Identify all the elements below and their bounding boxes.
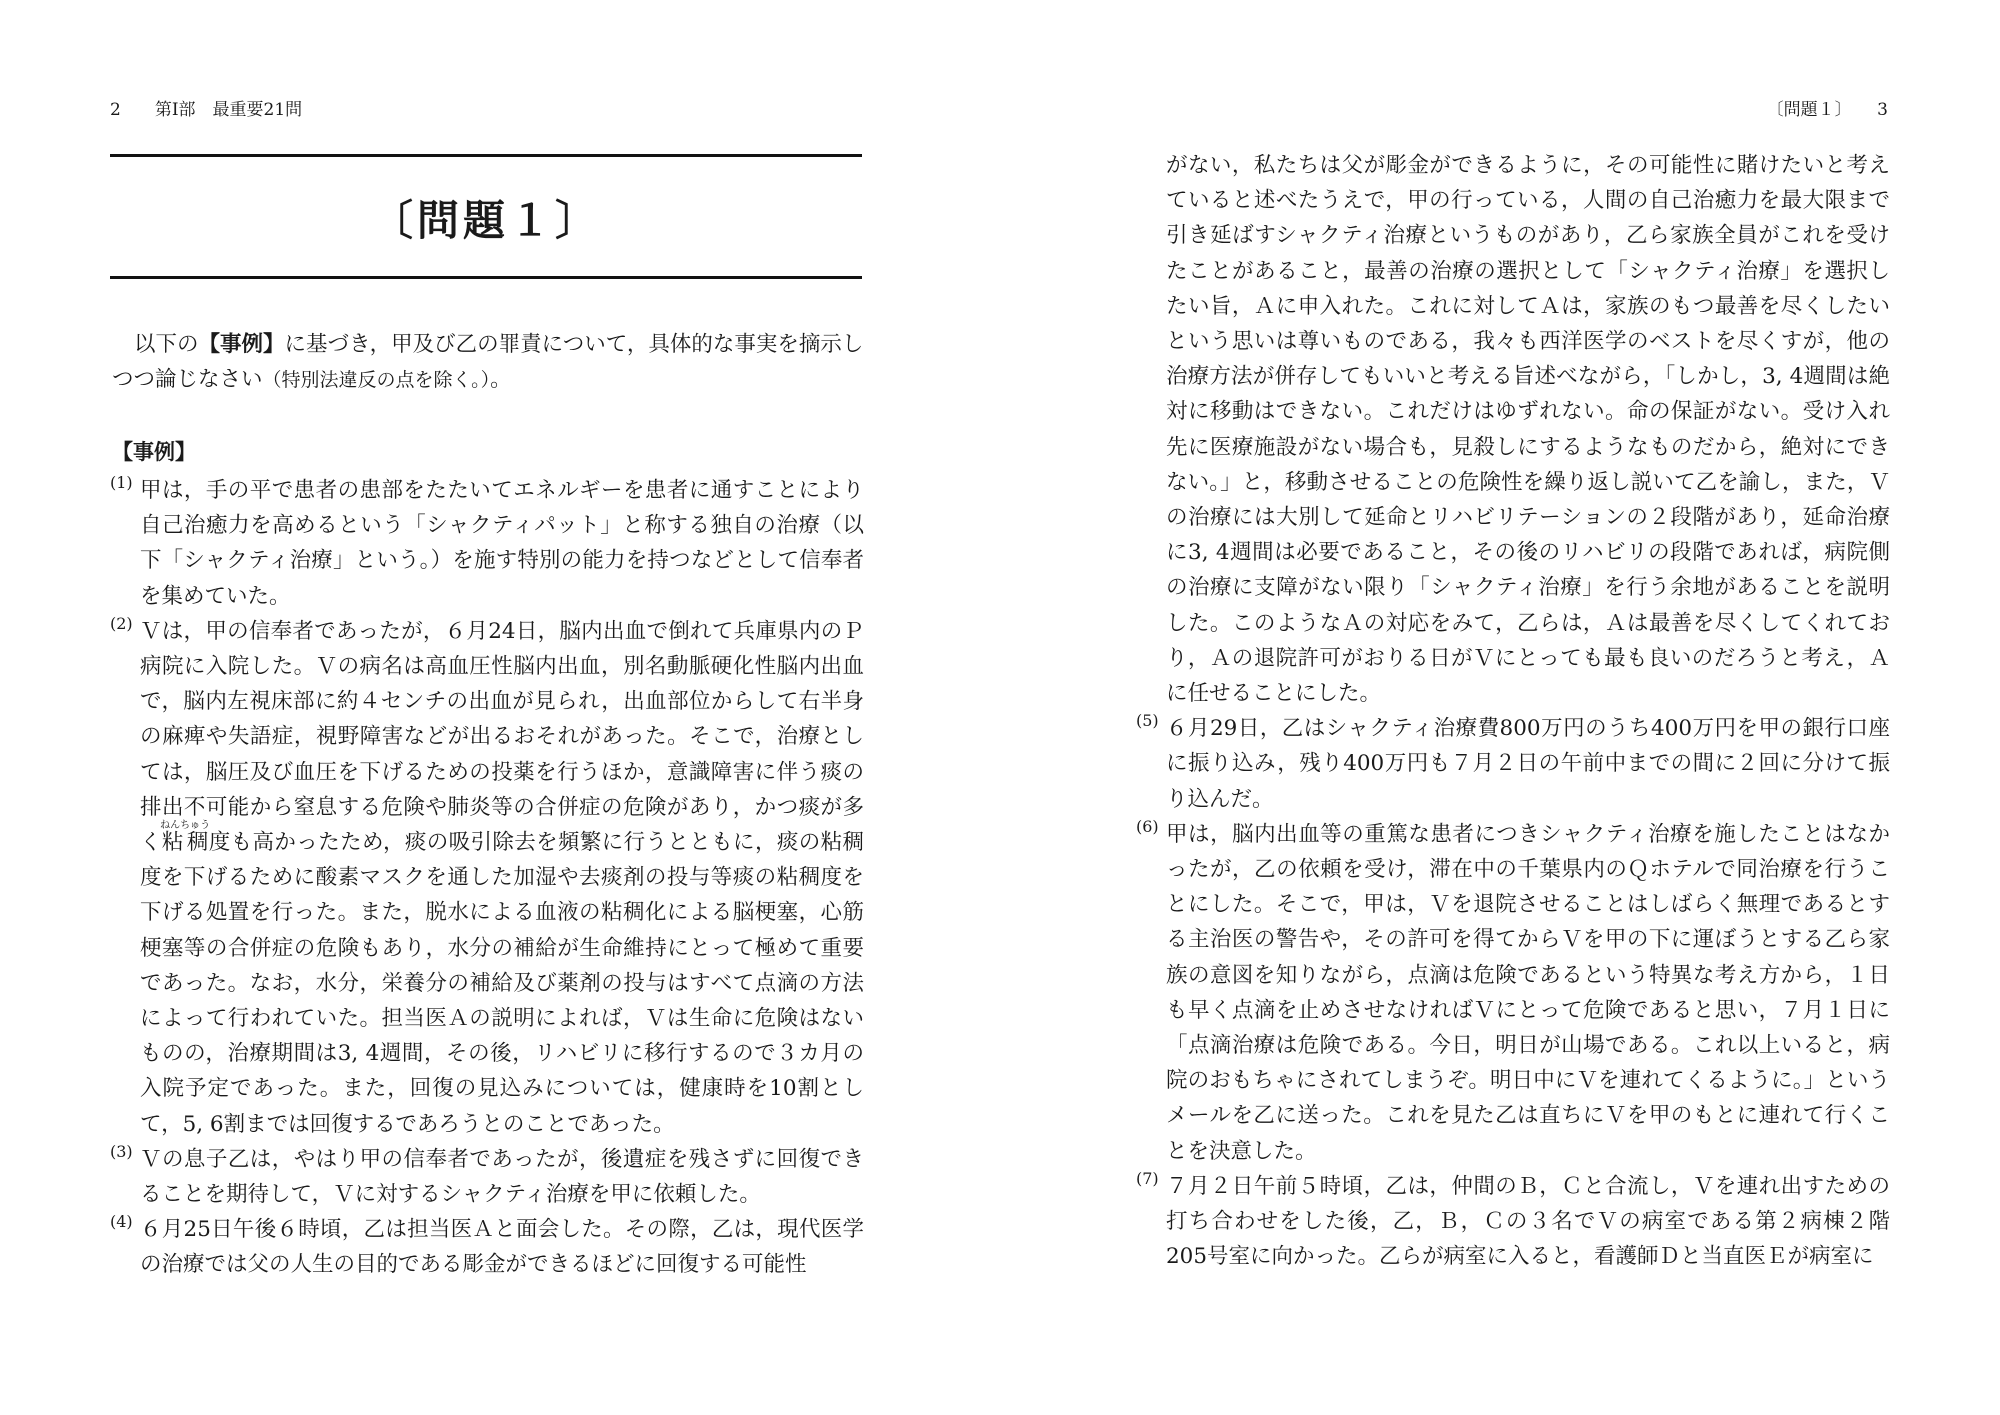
- right-page: [1000, 0, 2000, 1415]
- fact-text: [140, 614, 864, 1142]
- page-number: 2: [110, 100, 121, 120]
- fact-number: (1): [110, 473, 133, 492]
- instructions-end: 。: [490, 367, 512, 392]
- section-heading: 【事例】: [112, 439, 196, 464]
- bottom-rule: [110, 276, 862, 279]
- fact-text: 甲は，脳内出血等の重篤な患者につきシャクティ治療を施したことはなかったが，乙の依頼を受け，滞在中の千葉県内のＱホテルで同治療を行うことにした。そこで，甲は，Ｖを退院させることはしばらく無理であるとする主治医の警告や，その許可を得てからＶを甲の下に運ぼうとする乙ら家族の意図を知りながら，点滴は危険であるという特異な考え方から，１日も早く点滴を止めさせなければＶにとって危険であると思い，７月１日に「点滴治療は危険である。今日，明日が山場である。これ以上いると，病院のおもちゃにされてしまうぞ。明日中にＶを連れてくるように。」というメールを乙に送った。これを見た乙は直ちにＶを甲のもとに連れて行くことを決意した。: [1166, 821, 1890, 1164]
- section-label: 最重要21問: [212, 100, 303, 120]
- problem-label: 〔問題１〕: [1766, 100, 1844, 120]
- instructions-text: 以下の: [134, 332, 199, 357]
- fact-text: ６月29日，乙はシャクティ治療費800万円のうち400万円を甲の銀行口座に振り込み，残り400万円も７月２日の午前中までの間に２回に分けて振り込んだ。: [1166, 716, 1890, 812]
- part-label: 第Ⅰ部: [154, 100, 196, 120]
- fact-continuation-text: がない，私たちは父が彫金ができるように，その可能性に賭けたいと考えていると述べたうえで，甲の行っている，人間の自己治癒力を最大限まで引き延ばすシャクティ治療というものがあり，乙ら家族全員がこれを受けたことがあること，最善の治療の選択として「シャクティ治療」を選択したい旨，Ａに申入れた。これに対してＡは，家族のもつ最善を尽くしたいという思いは尊いものである，我々も西洋医学のベストを尽くすが，他の治療方法が併存してもいいと考える旨述べながら，「しかし，3, 4週間は絶対に移動はできない。これだけはゆずれない。命の保証がない。受け入れ先に医療施設がない場合も，見殺しにするようなものだから，絶対にできない。」と，移動させることの危険性を繰り返し説いて乙を諭し，また，Ｖの治療には大別して延命とリハビリテーションの２段階があり，延命治療に3, 4週間は必要であること，その後のリハビリの段階であれば，病院側の治療に支障がない限り「シャクティ治療」を行う余地があることを説明した。このようなＡの対応をみて，乙らは，Ａは最善を尽くしてくれており，Ａの退院許可がおりる日がＶにとっても最も良いのだろうと考え，Ａに任せることにした。: [1166, 153, 1890, 707]
- page-number: 3: [1877, 100, 1888, 120]
- fact-text-part: Ｖは，甲の信奉者であったが，６月24日，脳内出血で倒れて兵庫県内のＰ病院に入院した。Ｖの病名は高血圧性脳内出血，別名動脈硬化性脳内出血で，脳内左視床部に約４センチの出血が見られ，出血部位からして右半身の麻痺や失語症，視野障害などが出るおそれがあった。そこで，治療としては，脳圧及び血圧を下げるための投薬を行うほか，意識障害に伴う痰の排出不可能から窒息する危険や肺炎等の合併症の危険があり，かつ痰が多く: [140, 618, 864, 856]
- ruby-reading: ねんちゅう: [160, 820, 211, 832]
- fact-text-part: 度も高かったため，痰の吸引除去を頻繁に行うとともに，痰の粘稠度を下げるために酸素マスクを通した加湿や去痰剤の投与等痰の粘稠度を下げる処置を行った。また，脱水による血液の粘稠化による脳梗塞，心筋梗塞等の合併症の危険もあり，水分の補給が生命維持にとって極めて重要であった。なお，水分，栄養分の補給及び薬剤の投与はすべて点滴の方法によって行われていた。担当医Ａの説明によれば，Ｖは生命に危険はないものの，治療期間は3, 4週間，その後，リハビリに移行するので３カ月の入院予定であった。また，回復の見込みについては，健康時を10割として，5, 6割までは回復するであろうとのことであった。: [140, 830, 864, 1137]
- instructions-bold: 【事例】: [198, 332, 285, 357]
- instructions-note: （特別法違反の点を除く。）: [262, 369, 491, 391]
- running-head-right: [1767, 95, 1888, 120]
- instructions-text: に基づき，甲及び乙の罪責について，具体的な事実を摘示しつつ論じなさい: [112, 332, 864, 392]
- top-rule: [110, 154, 862, 157]
- fact-text: ７月２日午前５時頃，乙は，仲間のＢ，Ｃと合流し，Ｖを連れ出すための打ち合わせをした後，乙，Ｂ，Ｃの３名でＶの病室である第２病棟２階205号室に向かった。乙らが病室に入ると，看護師Ｄと当直医Ｅが病室に: [1166, 1173, 1890, 1270]
- instructions: [112, 327, 866, 398]
- ruby-annotation: [160, 820, 211, 856]
- fact-number: (4): [110, 1212, 133, 1232]
- fact-item: [112, 614, 864, 1142]
- fact-number: (3): [110, 1141, 133, 1161]
- fact-item: [1138, 817, 1890, 1169]
- ruby-base: 粘稠: [160, 830, 211, 856]
- fact-item: [112, 1212, 864, 1282]
- fact-item: [1138, 1169, 1890, 1275]
- fact-number: (7): [1136, 1168, 1159, 1188]
- fact-item: [112, 473, 864, 614]
- fact-number: (2): [110, 613, 133, 633]
- fact-number: (5): [1136, 711, 1159, 731]
- problem-title: 〔問題１〕: [370, 196, 601, 245]
- fact-number: (6): [1136, 816, 1159, 836]
- fact-item: [1138, 711, 1890, 817]
- fact-item: [112, 1142, 864, 1212]
- facts-list-left: [112, 473, 864, 1283]
- fact-text: 甲は，手の平で患者の患部をたたいてエネルギーを患者に通すことにより自己治癒力を高めるという「シャクティパット」と称する独自の治療（以下「シャクティ治療」という。）を施す特別の能力を持つなどとして信奉者を集めていた。: [140, 478, 864, 609]
- fact-text: ６月25日午後６時頃，乙は担当医Ａと面会した。その際，乙は，現代医学の治療では父の人生の目的である彫金ができるほどに回復する可能性: [140, 1217, 864, 1278]
- running-head-left: [110, 95, 302, 120]
- fact-text: Ｖの息子乙は，やはり甲の信奉者であったが，後遺症を残さずに回復できることを期待して，Ｖに対するシャクティ治療を甲に依頼した。: [140, 1146, 864, 1208]
- facts-list-right: [1138, 148, 1890, 1275]
